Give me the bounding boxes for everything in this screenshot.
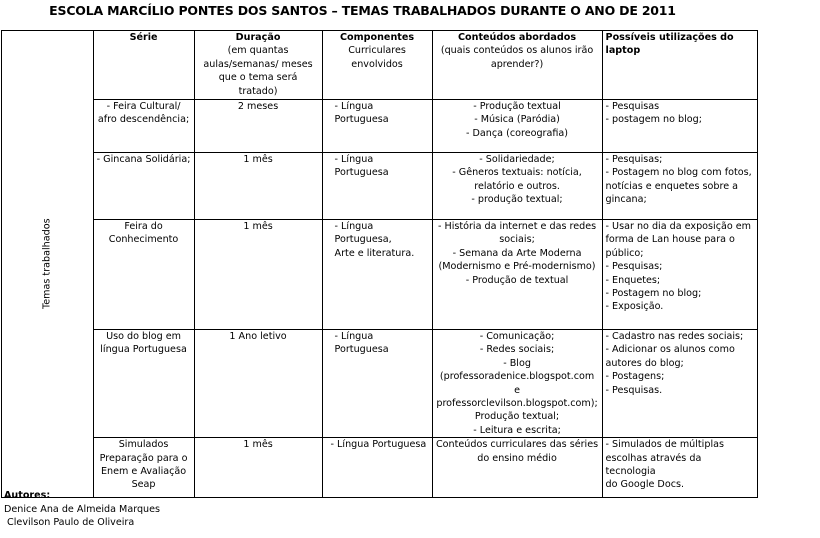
table-row — [2, 153, 758, 220]
cell-line: escolhas através da tecnologia — [605, 452, 702, 478]
table-row — [2, 330, 758, 438]
cell-line: Produção textual; — [474, 411, 560, 423]
cell-laptop — [602, 100, 757, 153]
header-subtitle-line: (em quantas — [227, 45, 289, 57]
cell-line: - postagem no blog; — [605, 114, 702, 126]
cell-line: língua Portuguesa — [100, 344, 187, 356]
cell-line: - Enquetes; — [605, 274, 661, 286]
cell-conteudos — [432, 330, 602, 438]
cell-serie — [93, 220, 194, 330]
cell-line: - Pesquisas — [605, 101, 660, 112]
cell-line: - Língua Portuguesa — [334, 154, 389, 179]
cell-line: Arte e literatura. — [334, 247, 415, 259]
cell-line: - Produção textual — [473, 101, 561, 112]
author-name: Denice Ana de Almeida Marques — [4, 503, 161, 515]
cell-line: - Feira Cultural/ — [106, 101, 181, 112]
cell-line: - Adicionar os alunos como — [605, 344, 735, 356]
cell-conteudos — [432, 153, 602, 220]
header-subtitle-line: que o tema será — [218, 72, 298, 84]
header-title: Conteúdos abordados — [458, 32, 577, 43]
cell-line: - Pesquisas; — [605, 261, 663, 273]
cell-duracao — [194, 153, 322, 220]
cell-laptop — [602, 153, 757, 220]
cell-line: - Dança (coreografia) — [466, 127, 569, 139]
cell-line: - Pesquisas. — [605, 384, 663, 396]
cell-line: 2 meses — [237, 101, 279, 112]
cell-line: - Gincana Solidária; — [96, 154, 191, 165]
cell-laptop — [602, 438, 757, 498]
header-subtitle-line: (quais conteúdos os alunos irão — [440, 45, 594, 57]
cell-conteudos — [432, 438, 602, 498]
cell-duracao — [194, 330, 322, 438]
header-row — [2, 31, 758, 100]
cell-line: Simulados — [118, 439, 169, 451]
table-row — [2, 220, 758, 330]
cell-line: forma de Lan house para o — [605, 234, 735, 246]
cell-line: afro descendência; — [97, 114, 190, 126]
cell-line: - Usar no dia da exposição em — [605, 221, 752, 232]
cell-line: - Leitura e escrita; — [473, 424, 561, 436]
header-serie — [93, 31, 194, 100]
cell-componentes — [322, 438, 432, 498]
cell-line: - Simulados de múltiplas — [605, 439, 724, 451]
author-name: Clevilson Paulo de Oliveira — [4, 517, 135, 529]
cell-line: Uso do blog em — [106, 331, 182, 342]
cell-line: 1 Ano letivo — [229, 331, 287, 342]
cell-line: - Semana da Arte Moderna — [452, 247, 582, 259]
cell-line: - Música (Paródia) — [474, 114, 560, 126]
cell-line: - Cadastro nas redes sociais; — [605, 331, 744, 342]
cell-line: Seap — [131, 479, 156, 491]
authors-block — [4, 489, 160, 530]
cell-conteudos — [432, 100, 602, 153]
cell-line: Preparação para o — [99, 452, 188, 464]
cell-line: - Língua Portuguesa — [330, 439, 427, 451]
cell-line: - Comunicação; — [479, 331, 555, 342]
header-title: Série — [129, 32, 158, 43]
header-conteudos — [432, 31, 602, 100]
cell-serie — [93, 100, 194, 153]
header-subtitle-line: envolvidos — [351, 58, 403, 70]
cell-line: - Blog — [503, 357, 531, 369]
side-label-cell — [2, 31, 94, 498]
header-subtitle-line: aulas/semanas/ meses — [203, 58, 313, 70]
cell-line: relatório e outros. — [474, 180, 560, 192]
cell-line: - Gêneros textuais: notícia, — [452, 167, 582, 179]
cell-line: Conhecimento — [108, 234, 179, 246]
cell-line: autores do blog; — [605, 357, 684, 369]
document-title: ESCOLA MARCÍLIO PONTES DOS SANTOS – TEMAS TRABALHADOS DURANTE O ANO DE 2011 — [49, 3, 676, 18]
cell-duracao — [194, 220, 322, 330]
cell-line: Conteúdos curriculares das séries — [435, 439, 599, 451]
authors-label: Autores: — [4, 490, 51, 501]
cell-line: notícias e enquetes sobre a — [605, 180, 739, 192]
header-componentes — [322, 31, 432, 100]
cell-line: 1 mês — [243, 221, 273, 232]
header-subtitle-line: aprender?) — [490, 58, 544, 70]
cell-line: - Língua Portuguesa, — [334, 221, 392, 246]
cell-duracao — [194, 438, 322, 498]
cell-laptop — [602, 330, 757, 438]
cell-serie — [93, 153, 194, 220]
cell-line: professorclevilson.blogspot.com); — [436, 398, 598, 410]
table-row — [2, 100, 758, 153]
cell-laptop — [602, 220, 757, 330]
header-duracao — [194, 31, 322, 100]
cell-serie — [93, 330, 194, 438]
header-title: Componentes — [340, 32, 415, 43]
cell-line: - Língua Portuguesa — [334, 101, 389, 126]
cell-line: - Solidariedade; — [479, 154, 555, 165]
cell-line: Enem e Avaliação — [100, 466, 187, 478]
side-label: Temas trabalhados — [41, 218, 53, 310]
cell-line: - Postagens; — [605, 371, 665, 383]
header-laptop — [602, 31, 757, 100]
cell-line: (professoradenice.blogspot.com e — [439, 371, 595, 396]
header-title: Possíveis utilizações do laptop — [605, 32, 734, 57]
cell-line: - Língua Portuguesa — [334, 331, 389, 356]
cell-line: - Postagem no blog; — [605, 288, 702, 300]
cell-line: sociais; — [499, 234, 535, 246]
cell-line: 1 mês — [243, 154, 273, 165]
cell-line: gincana; — [605, 194, 647, 206]
cell-line: - Redes sociais; — [479, 344, 555, 356]
cell-componentes — [322, 100, 432, 153]
header-title: Duração — [235, 32, 281, 43]
cell-line: - Postagem no blog com fotos, — [605, 167, 752, 179]
cell-line: (Modernismo e Pré-modernismo) — [438, 261, 596, 273]
cell-line: do Google Docs. — [605, 479, 685, 491]
header-subtitle-line: tratado) — [238, 85, 278, 97]
cell-line: do ensino médio — [477, 452, 557, 464]
cell-conteudos — [432, 220, 602, 330]
cell-line: Feira do — [124, 221, 163, 232]
themes-table — [1, 30, 758, 498]
cell-line: - Exposição. — [605, 301, 664, 313]
cell-duracao — [194, 100, 322, 153]
header-subtitle-line: Curriculares — [348, 45, 406, 57]
cell-line: - Produção de textual — [465, 274, 569, 286]
cell-line: - História da internet e das redes — [437, 221, 597, 232]
cell-line: público; — [605, 247, 644, 259]
cell-componentes — [322, 220, 432, 330]
cell-line: - produção textual; — [471, 194, 563, 206]
cell-line: 1 mês — [243, 439, 273, 451]
cell-componentes — [322, 153, 432, 220]
cell-componentes — [322, 330, 432, 438]
cell-line: - Pesquisas; — [605, 154, 663, 165]
